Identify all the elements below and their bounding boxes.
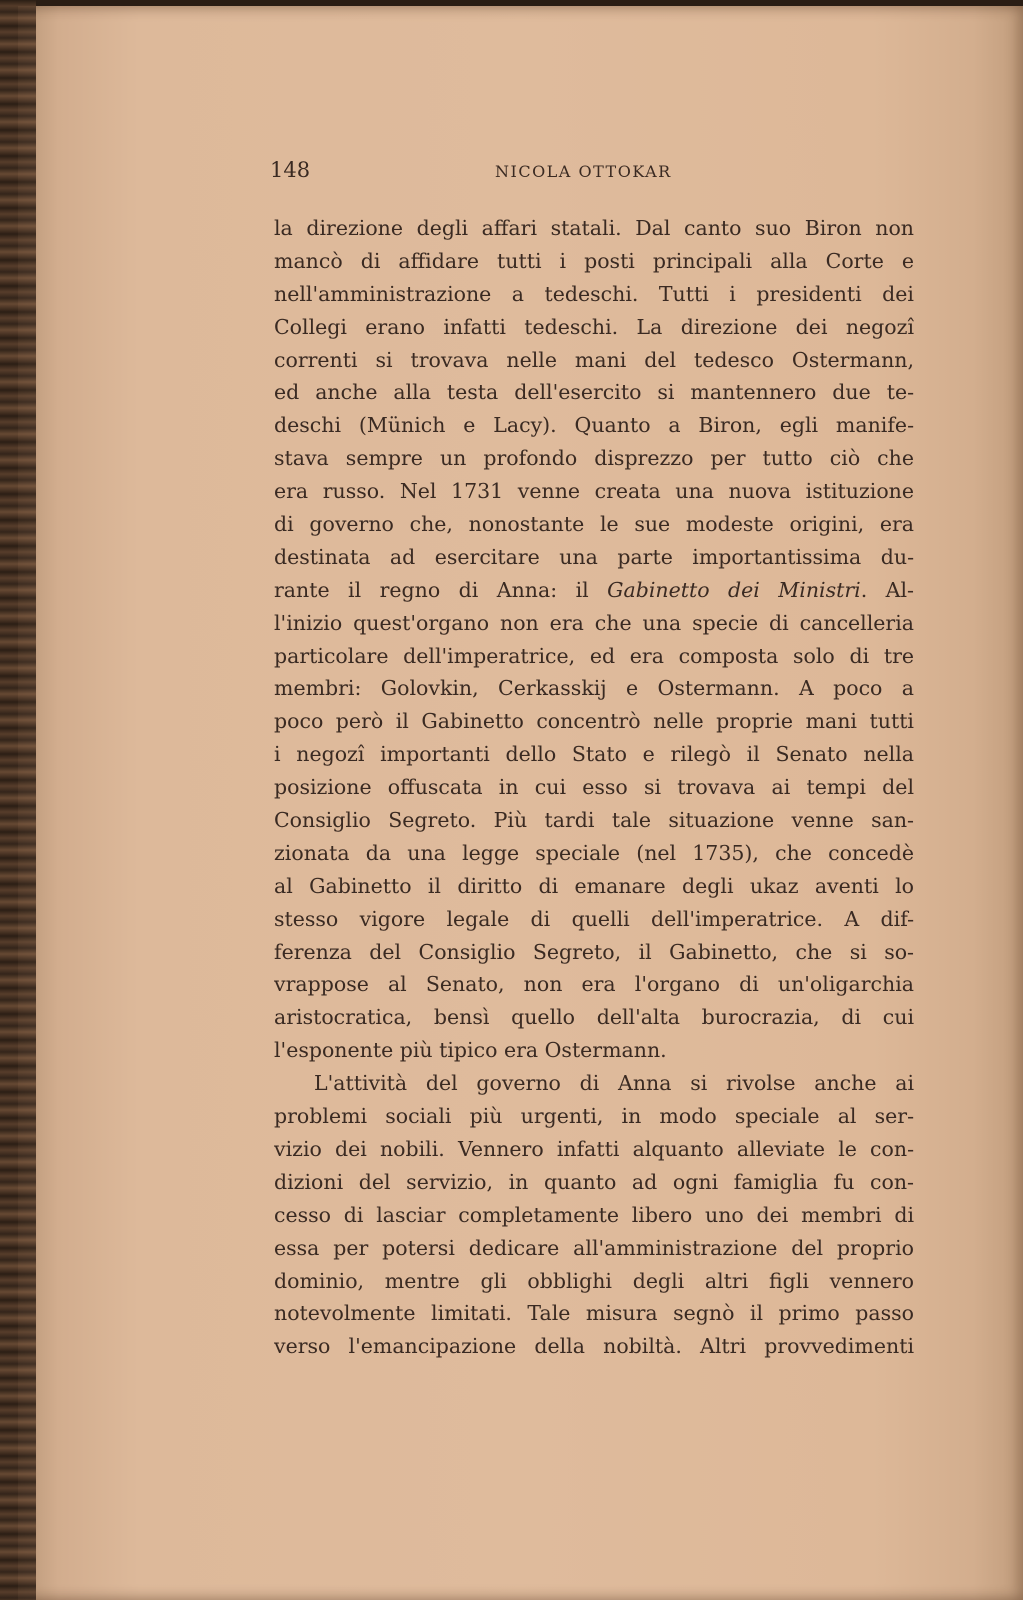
text-segment: . Al- xyxy=(860,577,914,602)
text-line: Consiglio Segreto. Più tardi tale situazione venne san- xyxy=(274,808,914,833)
body-text xyxy=(274,212,914,1363)
book-binding xyxy=(0,0,36,1600)
text-line: stava sempre un profondo disprezzo per tutto ciò che xyxy=(274,446,914,471)
text-line: aristocratica, bensì quello dell'alta burocrazia, di cui xyxy=(274,1005,914,1030)
text-line: dizioni del servizio, in quanto ad ogni famiglia fu con- xyxy=(274,1169,914,1194)
text-segment: rante il regno di Anna: il xyxy=(274,577,589,602)
text-line: dominio, mentre gli obblighi degli altri figli vennero xyxy=(274,1268,914,1293)
text-line: verso l'emancipazione della nobiltà. Altri provvedimenti xyxy=(274,1334,914,1359)
text-line: correnti si trovava nelle mani del tedesco Ostermann, xyxy=(274,347,914,372)
text-line: poco però il Gabinetto concentrò nelle proprie mani tutti xyxy=(274,709,914,734)
text-line: posizione offuscata in cui esso si trovava ai tempi del xyxy=(274,775,914,800)
text-line: di governo che, nonostante le sue modeste origini, era xyxy=(274,512,914,537)
paragraph-end-line: l'esponente più tipico era Ostermann. xyxy=(274,1038,667,1063)
text-line: mancò di affidare tutti i posti principali alla Corte e xyxy=(274,248,914,273)
text-line: deschi (Münich e Lacy). Quanto a Biron, egli manife- xyxy=(274,413,914,438)
text-line: destinata ad esercitare una parte importantissima du- xyxy=(274,544,914,569)
running-head: NICOLA OTTOKAR xyxy=(495,162,672,181)
text-line: i negozî importanti dello Stato e rilegò il Senato nella xyxy=(274,742,914,767)
text-line: cesso di lasciar completamente libero uno dei membri di xyxy=(274,1202,914,1227)
text-line: l'inizio quest'organo non era che una specie di cancelleria xyxy=(274,610,914,635)
paragraph-start-line: L'attività del governo di Anna si rivolse anche ai xyxy=(314,1071,914,1096)
italic-title: Gabinetto dei Ministri xyxy=(607,577,861,602)
text-line: Collegi erano infatti tedeschi. La direzione dei negozî xyxy=(274,314,914,339)
text-line: ferenza del Consiglio Segreto, il Gabinetto, che si so- xyxy=(274,939,914,964)
text-line: stesso vigore legale di quelli dell'imperatrice. A dif- xyxy=(274,906,914,931)
text-line: al Gabinetto il diritto di emanare degli ukaz aventi lo xyxy=(274,873,914,898)
text-line: notevolmente limitati. Tale misura segnò il primo passo xyxy=(274,1301,914,1326)
text-line: vizio dei nobili. Vennero infatti alquanto alleviate le con- xyxy=(274,1136,914,1161)
text-line: era russo. Nel 1731 venne creata una nuova istituzione xyxy=(274,479,914,504)
text-line: particolare dell'imperatrice, ed era composta solo di tre xyxy=(274,643,914,668)
text-line: vrappose al Senato, non era l'organo di un'oligarchia xyxy=(274,972,914,997)
text-line: la direzione degli affari statali. Dal canto suo Biron non xyxy=(274,216,914,240)
text-line: membri: Golovkin, Cerkasskij e Ostermann. A poco a xyxy=(274,676,914,701)
text-line: problemi sociali più urgenti, in modo speciale al ser- xyxy=(274,1104,914,1129)
text-line: zionata da una legge speciale (nel 1735), che concedè xyxy=(274,840,914,865)
page-number: 148 xyxy=(270,158,311,182)
page-header xyxy=(270,158,700,188)
text-line: ed anche alla testa dell'esercito si mantennero due te- xyxy=(274,380,914,405)
text-line: nell'amministrazione a tedeschi. Tutti i presidenti dei xyxy=(274,281,914,306)
text-line: essa per potersi dedicare all'amministrazione del proprio xyxy=(274,1235,914,1260)
text-line-with-italic xyxy=(274,574,914,607)
